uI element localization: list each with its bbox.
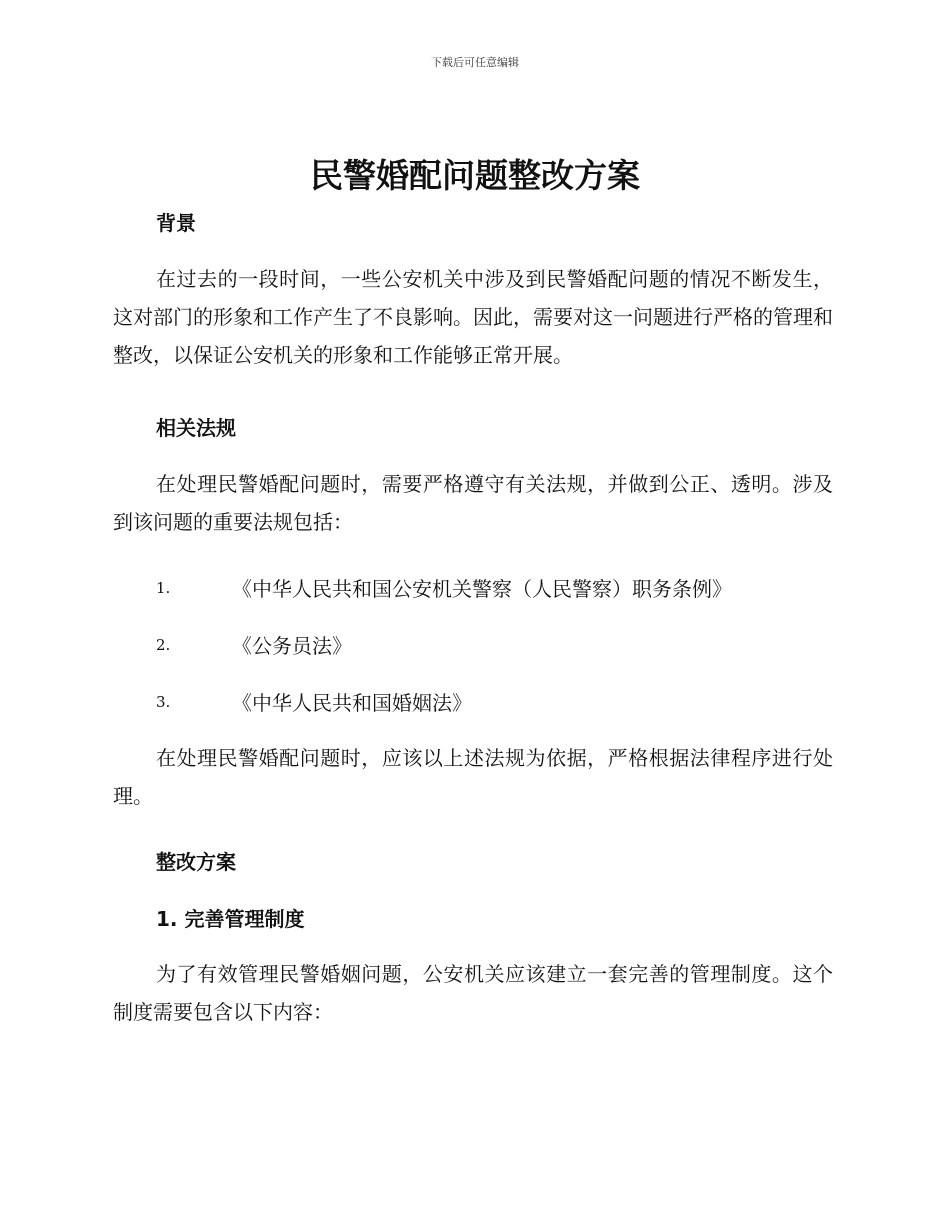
section-heading-plan: 整改方案 [156, 850, 236, 874]
subsection-heading-management: 1. 完善管理制度 [156, 907, 305, 931]
list-item-text: 《公务员法》 [232, 634, 352, 658]
list-item-text: 《中华人民共和国公安机关警察（人民警察）职务条例》 [232, 577, 732, 601]
list-item-number: 1. [156, 578, 171, 597]
document-title: 民警婚配问题整改方案 [310, 156, 640, 195]
list-item-number: 2. [156, 635, 171, 654]
header-note: 下载后可任意编辑 [431, 56, 519, 69]
section-heading-regulations: 相关法规 [156, 416, 236, 440]
list-item-number: 3. [156, 692, 171, 711]
section-heading-background: 背景 [156, 211, 196, 235]
list-item [156, 573, 732, 602]
list-item [156, 630, 352, 659]
background-paragraph: 在过去的一段时间，一些公安机关中涉及到民警婚配问题的情况不断发生，这对部门的形象和工作产生了不良影响。因此，需要对这一问题进行严格的管理和整改，以保证公安机关的形象和工作能够正常开展。 [113, 267, 833, 367]
regulations-intro-paragraph: 在处理民警婚配问题时，需要严格遵守有关法规，并做到公正、透明。涉及到该问题的重要法规包括： [113, 472, 833, 534]
management-paragraph: 为了有效管理民警婚姻问题，公安机关应该建立一套完善的管理制度。这个制度需要包含以下内容： [113, 962, 833, 1024]
regulations-conclusion-paragraph: 在处理民警婚配问题时，应该以上述法规为依据，严格根据法律程序进行处理。 [113, 746, 833, 808]
list-item-text: 《中华人民共和国婚姻法》 [232, 691, 472, 715]
list-item [156, 687, 472, 716]
